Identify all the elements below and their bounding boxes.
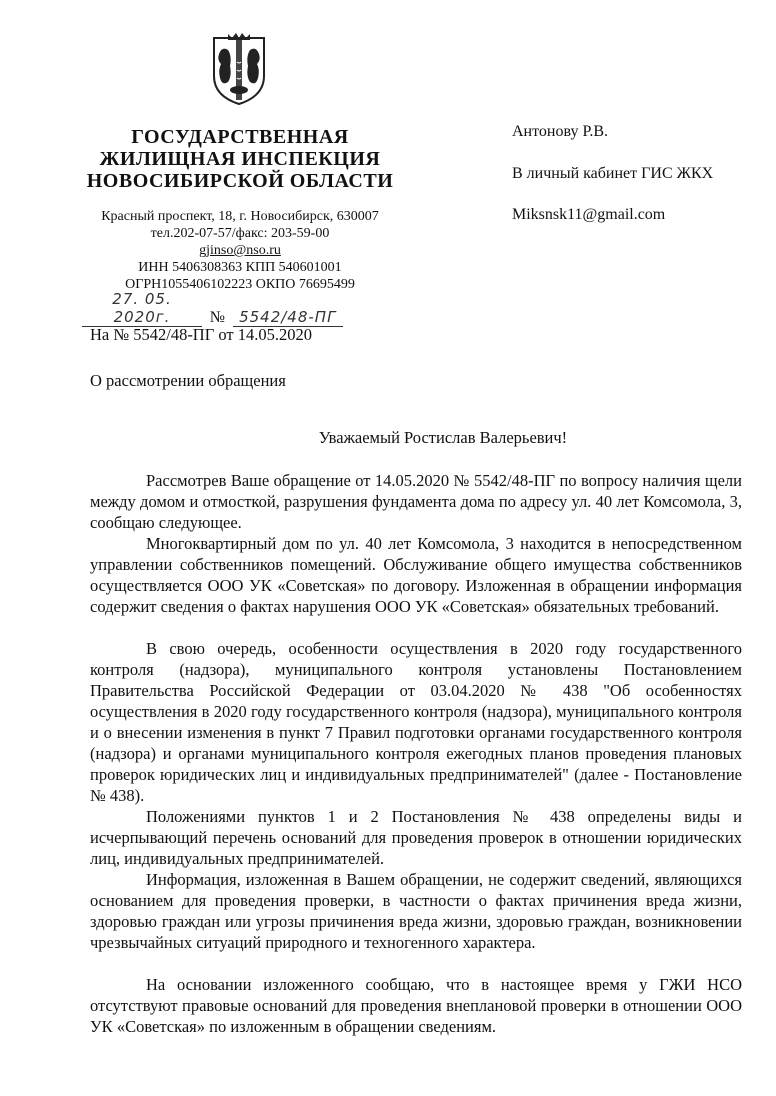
- recipient-name: Антонову Р.В.: [512, 123, 609, 140]
- org-title-line1: ГОСУДАРСТВЕННАЯ: [131, 126, 349, 148]
- salutation: Уважаемый Ростислав Валерьевич!: [318, 428, 568, 447]
- org-title-line2: ЖИЛИЩНАЯ ИНСПЕКЦИЯ: [99, 148, 381, 170]
- paragraph-4: Положениями пунктов 1 и 2 Постановления № 438 определены виды и исчерпывающий перечень оснований для проведения проверок в отношении юридических лиц, индивидуальных предпринимателей.: [90, 807, 742, 868]
- registration-line: [82, 290, 382, 326]
- org-ogrn-okpo: ОГРН1055406102223 ОКПО 76695499: [125, 277, 355, 292]
- paragraph-5: Информация, изложенная в Вашем обращении, не содержит сведений, являющихся основанием для проведения проверки, в частности о фактах причинения вреда жизни, здоровью граждан или угрозы причинения вреда жизни, здоровью граждан, возникновении чрезвычайных ситуаций природного и техногенного характера.: [90, 870, 742, 952]
- reference-line: На № 5542/48-ПГ от 14.05.2020: [90, 325, 313, 344]
- recipient-cabinet: В личный кабинет ГИС ЖКХ: [512, 165, 714, 182]
- reg-number: 5542/48-ПГ: [233, 308, 343, 327]
- org-inn-kpp: ИНН 5406308363 КПП 540601001: [138, 260, 342, 275]
- paragraph-1: Рассмотрев Ваше обращение от 14.05.2020 № 5542/48-ПГ по вопросу наличия щели между домом и отмосткой, разрушения фундамента дома по адресу ул. 40 лет Комсомола, 3, сообщаю следующее.: [90, 471, 742, 532]
- org-email-link[interactable]: gjinso@nso.ru: [199, 243, 281, 258]
- paragraph-3: В свою очередь, особенности осуществления в 2020 году государственного контроля (надзора), муниципального контроля установлены Постановлением Правительства Российской Федерации от 03.04.2020 № 438 "Об особенностях осуществления в 2020 году государственного контроля (надзора), муниципального контроля и о внесении изменения в пункт 7 Правил подготовки органами государственного контроля (надзора) и органами муниципального контроля ежегодных планов проведения плановых проверок юридических лиц и индивидуальных предпринимателей" (далее - Постановление № 438).: [90, 639, 742, 805]
- reg-number-label: №: [209, 309, 226, 326]
- org-phone: тел.202-07-57/факс: 203-59-00: [150, 226, 330, 241]
- subject-line: О рассмотрении обращения: [90, 371, 286, 390]
- org-title-line3: НОВОСИБИРСКОЙ ОБЛАСТИ: [86, 170, 394, 192]
- paragraph-2: Многоквартирный дом по ул. 40 лет Комсомола, 3 находится в непосредственном управлении собственников помещений. Обслуживание общего имущества собственников осуществляется ООО УК «Советская» по договору. Изложенная в обращении информация содержит сведения о фактах нарушения ООО УК «Советская» обязательных требований.: [90, 534, 742, 616]
- org-email-row: [70, 242, 410, 259]
- coat-of-arms-emblem: [210, 32, 268, 106]
- paragraph-6: На основании изложенного сообщаю, что в настоящее время у ГЖИ НСО отсутствуют правовые оснований для проведения внеплановой проверки в отношении ООО УК «Советская» по изложенным в обращении сведениям.: [90, 975, 742, 1036]
- reg-date: 27. 05. 2020г.: [82, 290, 202, 327]
- org-address: Красный проспект, 18, г. Новосибирск, 630007: [101, 209, 379, 224]
- recipient-email: Miksnsk11@gmail.com: [512, 206, 666, 223]
